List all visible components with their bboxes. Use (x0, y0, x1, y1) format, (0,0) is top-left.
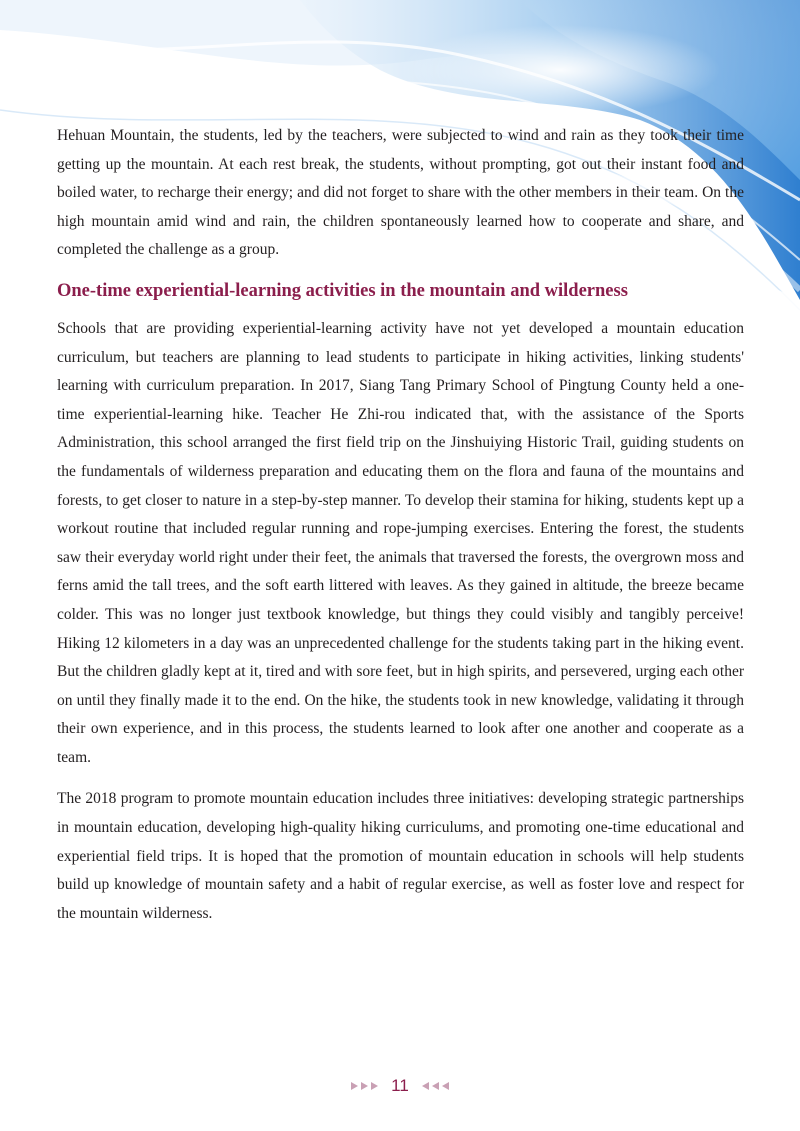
page-number: 11 (391, 1076, 409, 1095)
triple-left-arrow-icon (421, 1081, 449, 1091)
paragraph-siang-tang-hike: Schools that are providing experiential-learning activity have not yet developed a mountain education curriculum, but teachers are planning to lead students to participate in hiking activities, linking students' learning with curriculum preparation. In 2017, Siang Tang Primary School of Pingtung County held a one-time experiential-learning hike. Teacher He Zhi-rou indicated that, with the assistance of the Sports Administration, this school arranged the first field trip on the Jinshuiying Historic Trail, guiding students on the fundamentals of wilderness preparation and educating them on the flora and fauna of the mountains and forests, to get closer to nature in a step-by-step manner. To develop their stamina for hiking, students kept up a workout routine that included regular running and rope-jumping exercises. Entering the forest, the students saw their everyday world right under their feet, the animals that traversed the forests, the overgrown moss and ferns amid the tall trees, and the soft earth littered with leaves. As they gained in altitude, the breeze became colder. This was no longer just textbook knowledge, but things they could visibly and tangibly perceive! Hiking 12 kilometers in a day was an unprecedented challenge for the students taking part in the hiking event. But the children gladly kept at it, tired and with sore feet, but in high spirits, and persevered, urging each other on until they finally made it to the end. On the hike, the students took in new knowledge, validating it through their own experience, and in this process, the students learned to look after one another and cooperate as a team. (57, 319, 744, 766)
paragraph-hehuan-mountain: Hehuan Mountain, the students, led by the teachers, were subjected to wind and rain as they took their time getting up the mountain. At each rest break, the students, without prompting, got out their instant food and boiled water, to recharge their energy; and did not forget to share with the other members in their team. On the high mountain amid wind and rain, the children spontaneously learned how to cooperate and share, and completed the challenge as a group. (57, 127, 744, 259)
page-content (57, 122, 744, 928)
section-heading: One-time experiential-learning activities in the mountain and wilderness (57, 280, 628, 301)
triple-right-arrow-icon (351, 1081, 379, 1091)
paragraph-2018-program: The 2018 program to promote mountain education includes three initiatives: developing strategic partnerships in mountain education, developing high-quality hiking curriculums, and promoting one-time educational and experiential field trips. It is hoped that the promotion of mountain education in schools will help students build up knowledge of mountain safety and a habit of regular exercise, as well as foster love and respect for the mountain wilderness. (57, 790, 744, 922)
page-footer (0, 1074, 800, 1098)
